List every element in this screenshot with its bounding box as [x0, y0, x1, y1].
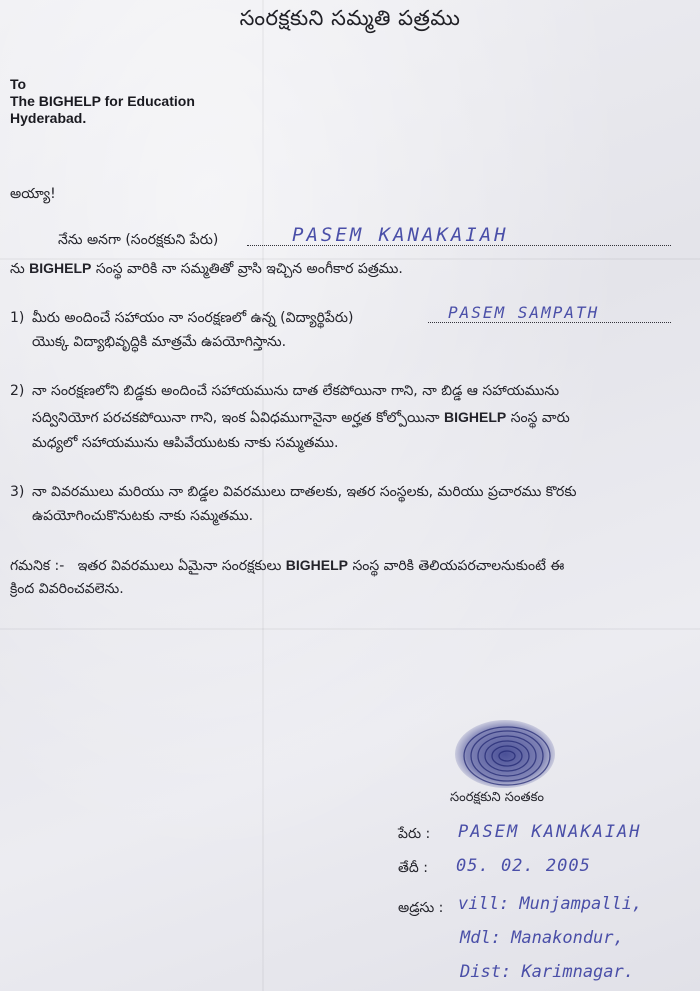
name-label: పేరు :: [398, 826, 431, 842]
clause-1-text-b: యొక్క విద్యాభివృద్ధికి మాత్రమే ఉపయోగిస్తాను.: [32, 334, 287, 350]
org-name: BIGHELP: [444, 409, 507, 425]
note-label: గమనిక :-: [10, 558, 65, 574]
recipient-address: [10, 76, 195, 127]
org-name: BIGHELP: [285, 557, 348, 573]
document-title: సంరక్షకుని సమ్మతి పత్రము: [239, 6, 461, 30]
address-line-village: vill: Munjampalli,: [458, 894, 643, 914]
clause-2-line-3: మధ్యలో సహాయమును ఆపివేయుటకు నాకు సమ్మతము.: [32, 435, 339, 451]
clause-2-line-1: నా సంరక్షణలోని బిడ్డకు అందించే సహాయమును దాత లేకపోయినా గాని, నా బిడ్డ ఆ సహాయమును: [32, 383, 560, 399]
clause-1-text-a: మీరు అందించే సహాయం నా సంరక్షణలో ఉన్న (విద్యార్థిపేరు): [32, 310, 354, 326]
guardian-name-label: నేను అనగా (సంరక్షకుని పేరు): [58, 232, 219, 248]
paper-fold: [0, 628, 700, 630]
address-label: అడ్రసు :: [398, 900, 444, 916]
clause-2-line-2b: సంస్థ వారు: [510, 410, 570, 426]
date-handwritten: 05. 02. 2005: [456, 856, 591, 876]
clause-3-line-2: ఉపయోగించుకొనుటకు నాకు సమ్మతము.: [32, 508, 254, 524]
intro-prefix: ను: [10, 261, 25, 277]
note-text-b: సంస్థ వారికి తెలియపరచాలనుకుంటే ఈ: [352, 558, 565, 574]
org-name: BIGHELP: [29, 260, 92, 276]
clause-number: 1): [10, 310, 25, 326]
note-text-a: ఇతర వివరములు ఏమైనా సంరక్షకులు: [77, 558, 282, 574]
intro-suffix: సంస్థ వారికి నా సమ్మతితో వ్రాసి ఇచ్చిన అంగీకార పత్రము.: [95, 261, 403, 277]
clause-number: 2): [10, 383, 25, 399]
note-line-1: [10, 557, 564, 577]
intro-line-2: [10, 260, 403, 280]
note-line-2: క్రింద వివరించవలెను.: [10, 581, 124, 597]
address-city: Hyderabad.: [10, 110, 87, 126]
address-line-mandal: Mdl: Manakondur,: [460, 928, 624, 948]
clause-3-line-1: నా వివరములు మరియు నా బిడ్డల వివరములు దాతలకు, ఇతర సంస్థలకు, మరియు ప్రచారము కొరకు: [32, 484, 577, 500]
clause-number: 3): [10, 484, 25, 500]
address-org: The BIGHELP for Education: [10, 93, 195, 109]
signatory-name-handwritten: PASEM KANAKAIAH: [458, 822, 642, 842]
clause-2-line-2a: సద్వినియోగ పరచకపోయినా గాని, ఇంక ఏవిధముగానైనా అర్హత కోల్పోయినా: [32, 410, 440, 426]
date-label: తేదీ :: [398, 860, 428, 876]
salutation: అయ్యా!: [10, 186, 56, 202]
guardian-name-handwritten: PASEM KANAKAIAH: [292, 224, 509, 246]
thumbprint-image: [452, 718, 558, 790]
address-to: To: [10, 76, 27, 92]
address-line-district: Dist: Karimnagar.: [460, 962, 634, 982]
student-name-handwritten: PASEM SAMPATH: [448, 303, 600, 322]
clause-2-line-2: [32, 409, 570, 429]
signature-label: సంరక్షకుని సంతకం: [450, 790, 544, 805]
